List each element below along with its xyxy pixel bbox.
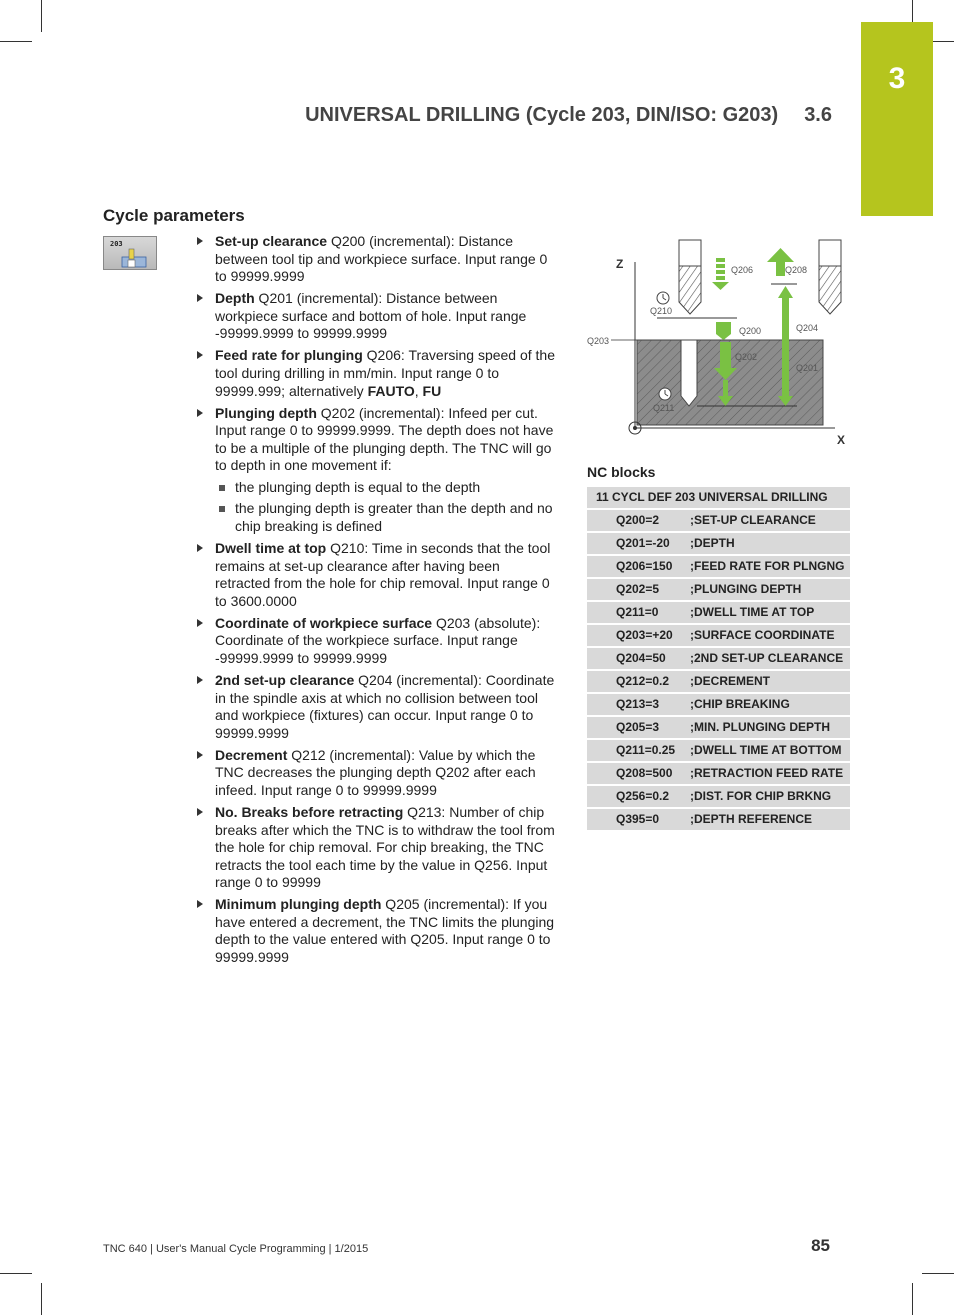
nc-comment: ;2ND SET-UP CLEARANCE [688,648,850,669]
nc-comment: ;DEPTH [688,533,850,554]
nc-code: Q205=3 [587,717,688,738]
nc-code: Q208=500 [587,763,688,784]
table-row [587,763,850,784]
header-title: UNIVERSAL DRILLING (Cycle 203, DIN/ISO: G203) [305,104,779,126]
nc-head-line: 11 CYCL DEF 203 UNIVERSAL DRILLING [587,487,850,508]
drilling-diagram [585,238,851,448]
nc-code: Q395=0 [587,809,688,830]
nc-comment: ;DEPTH REFERENCE [688,809,850,830]
crop-mark [0,1273,32,1274]
softkey-label: 203 [110,240,123,248]
nc-comment: ;CHIP BREAKING [688,694,850,715]
table-row [587,556,850,577]
chapter-tab [861,22,933,216]
page-header [305,104,832,127]
nc-comment: ;DWELL TIME AT BOTTOM [688,740,850,761]
table-row [587,671,850,692]
table-row [587,717,850,738]
table-row [587,579,850,600]
nc-code: Q204=50 [587,648,688,669]
nc-comment: ;RETRACTION FEED RATE [688,763,850,784]
table-row [587,786,850,807]
param-depth: Depth Q201 (incremental): Distance between workpiece surface and bottom of hole. Input range -99999.9999 to 99999.9999 [195,290,557,343]
param-minimum-plunging-depth: Minimum plunging depth Q205 (incremental): If you have entered a decrement, the TNC limits the plunging depth to the value entered with Q205. Input range 0 to 99999.9999 [195,896,557,966]
crop-mark [912,1283,913,1315]
crop-mark [41,0,42,32]
table-row [587,510,850,531]
nc-code: Q213=3 [587,694,688,715]
nc-code: Q201=-20 [587,533,688,554]
param-setup-clearance: Set-up clearance Q200 (incremental): Distance between tool tip and workpiece surface. Input range 0 to 99999.9999 [195,233,557,286]
param-surface-coordinate: Coordinate of workpiece surface Q203 (absolute): Coordinate of the workpiece surface. Input range -99999.9999 to 99999.9999 [195,615,557,668]
nc-code: Q211=0.25 [587,740,688,761]
nc-code: Q200=2 [587,510,688,531]
axis-x-label: X [837,433,846,447]
cycle-parameters-heading: Cycle parameters [103,206,245,225]
feed-rate-indicator [712,258,729,290]
param-feed-rate-plunging: Feed rate for plunging Q206: Traversing speed of the tool during drilling in mm/min. Input range 0 to 99999.999; alternatively FAUTO, FU [195,347,557,400]
axis-z-label: Z [616,257,624,271]
param-decrement: Decrement Q212 (incremental): Value by which the TNC decreases the plunging depth Q202 after each infeed. Input range 0 to 99999.9999 [195,747,557,800]
param-plunging-depth: Plunging depth Q202 (incremental): Infeed per cut. Input range 0 to 99999.9999. The depth does not have to be a multiple of the plunging depth. The TNC will go to depth in one movement if: the plunging depth is equal to the depth the plunging depth is greater than the depth and no chip breaking is defined [195,405,557,536]
softkey-graphic [104,237,156,269]
q200-arrow [716,322,731,340]
label-q201: Q201 [796,363,819,373]
table-row [587,625,850,646]
nc-comment: ;DECREMENT [688,671,850,692]
nc-comment: ;MIN. PLUNGING DEPTH [688,717,850,738]
page-number: 85 [811,1236,830,1255]
table-row [587,648,850,669]
table-row [587,740,850,761]
crop-mark [41,1283,42,1315]
label-q206: Q206 [731,265,754,275]
param-breaks-before-retracting: No. Breaks before retracting Q213: Number of chip breaks after which the TNC is to withdraw the tool from the hole for chip removal. For chip breaking, the TNC retracts the tool each time by the value in Q256. Input range 0 to 99999 [195,804,557,892]
nc-code: Q202=5 [587,579,688,600]
nc-comment: ;SURFACE COORDINATE [688,625,850,646]
nc-comment: ;DWELL TIME AT TOP [688,602,850,623]
tool-flute-right [819,266,841,314]
nc-blocks-heading: NC blocks [587,464,656,480]
nc-code: Q203=+20 [587,625,688,646]
footer-text: TNC 640 | User's Manual Cycle Programming | 1/2015 [103,1243,369,1255]
param-2nd-setup-clearance: 2nd set-up clearance Q204 (incremental): Coordinate in the spindle axis at which no collision between tool and workpiece (fixtures) can occur. Input range 0 to 99999.9999 [195,672,557,742]
label-q202: Q202 [735,352,758,362]
chapter-number: 3 [888,62,906,95]
nc-comment: ;SET-UP CLEARANCE [688,510,850,531]
nc-code: Q206=150 [587,556,688,577]
tool-shank-left [679,240,701,266]
crop-mark [922,1273,954,1274]
cycle-softkey-icon [103,236,157,270]
dwell-top-clock-icon [657,292,669,304]
nc-comment: ;DIST. FOR CHIP BRKNG [688,786,850,807]
table-row [587,694,850,715]
label-q204: Q204 [796,323,819,333]
parameter-list [195,233,557,971]
drilled-hole [681,340,697,406]
label-q211: Q211 [653,403,675,413]
label-q208: Q208 [785,265,808,275]
nc-code: Q256=0.2 [587,786,688,807]
param-dwell-time-top: Dwell time at top Q210: Time in seconds that the tool remains at set-up clearance after having been retracted from the hole for chip removal. Input range 0 to 3600.0000 [195,540,557,610]
table-row [587,602,850,623]
nc-comment: ;PLUNGING DEPTH [688,579,850,600]
label-q203: Q203 [587,336,610,346]
nc-blocks-table [587,485,850,832]
table-row [587,809,850,830]
label-q210: Q210 [650,306,673,316]
label-q200: Q200 [739,326,762,336]
table-row [587,533,850,554]
nc-code: Q211=0 [587,602,688,623]
plunging-depth-conditions [215,479,557,536]
nc-comment: ;FEED RATE FOR PLNGNG [688,556,850,577]
crop-mark [0,41,32,42]
tool-flute-left [679,266,701,314]
list-item: the plunging depth is greater than the depth and no chip breaking is defined [215,500,557,535]
tool-shank-right [819,240,841,266]
nc-code: Q212=0.2 [587,671,688,692]
list-item: the plunging depth is equal to the depth [215,479,557,497]
header-section: 3.6 [804,104,832,126]
table-row [587,487,850,508]
dwell-bottom-clock-icon [659,388,671,400]
